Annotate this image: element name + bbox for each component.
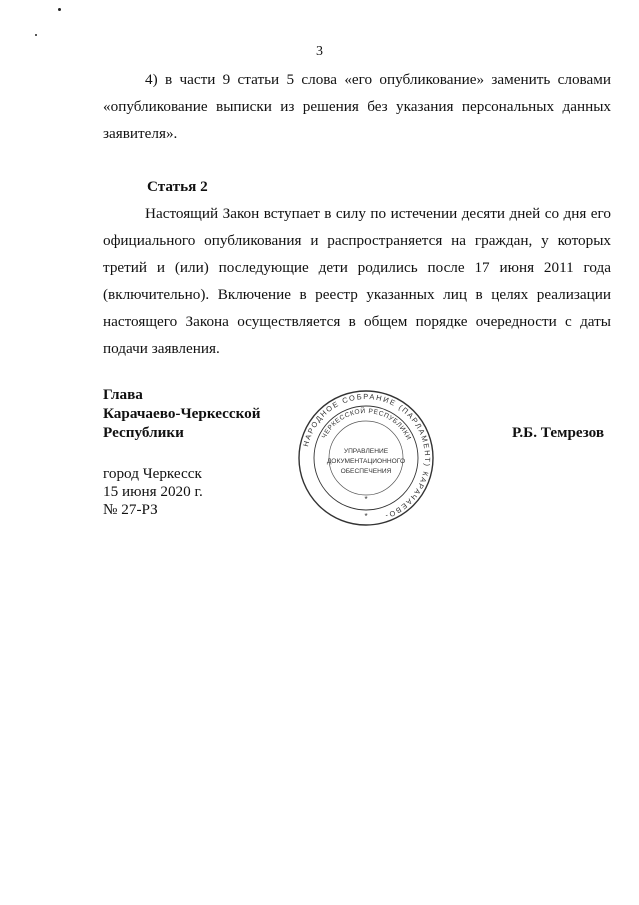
law-date: 15 июня 2020 г. [103,483,203,500]
page-number: 3 [316,44,323,59]
signatory-title-line: Глава [103,386,143,403]
signer-name: Р.Б. Темрезов [512,424,605,441]
seal-center-line: ОБЕСПЕЧЕНИЯ [340,468,392,475]
signatory-title [103,385,261,442]
law-number: № 27-РЗ [103,501,158,518]
seal-inner-text: ЧЕРКЕССКОЙ РЕСПУБЛИКИ [320,407,413,442]
city: город Черкесск [103,465,202,482]
article-heading: Статья 2 [147,178,208,195]
seal-graphic [296,388,436,528]
place-date-block [103,465,203,519]
seal-star-icon: * [364,512,368,521]
amendment-text: 4) в части 9 статьи 5 слова «его опубликование» заменить словами «опубликование выписки из решения без указания персональных данных заявителя». [103,71,611,142]
seal-outer-text: НАРОДНОЕ СОБРАНИЕ (ПАРЛАМЕНТ) КАРАЧАЕВО- [301,391,433,522]
scan-speck [35,34,37,36]
seal-center-line: УПРАВЛЕНИЕ [343,448,389,455]
official-seal [296,388,436,528]
seal-star-icon: * [364,495,368,504]
seal-center-line: ДОКУМЕНТАЦИОННОГО [326,458,406,465]
article-text: Настоящий Закон вступает в силу по истечении десяти дней со дня его официального опубликования и распространяется на граждан, у которых третий и (или) последующие дети родились после 17 июня 2011 года (включительно). Включение в реестр указанных лиц в целях реализации настоящего Закона осуществляется в общем порядке очередности с даты подачи заявления. [103,205,611,357]
article-paragraph [103,200,611,362]
signatory-title-line: Республики [103,424,184,441]
scan-speck [58,8,61,11]
amendment-paragraph [103,66,611,147]
signatory-title-line: Карачаево-Черкесской [103,405,261,422]
